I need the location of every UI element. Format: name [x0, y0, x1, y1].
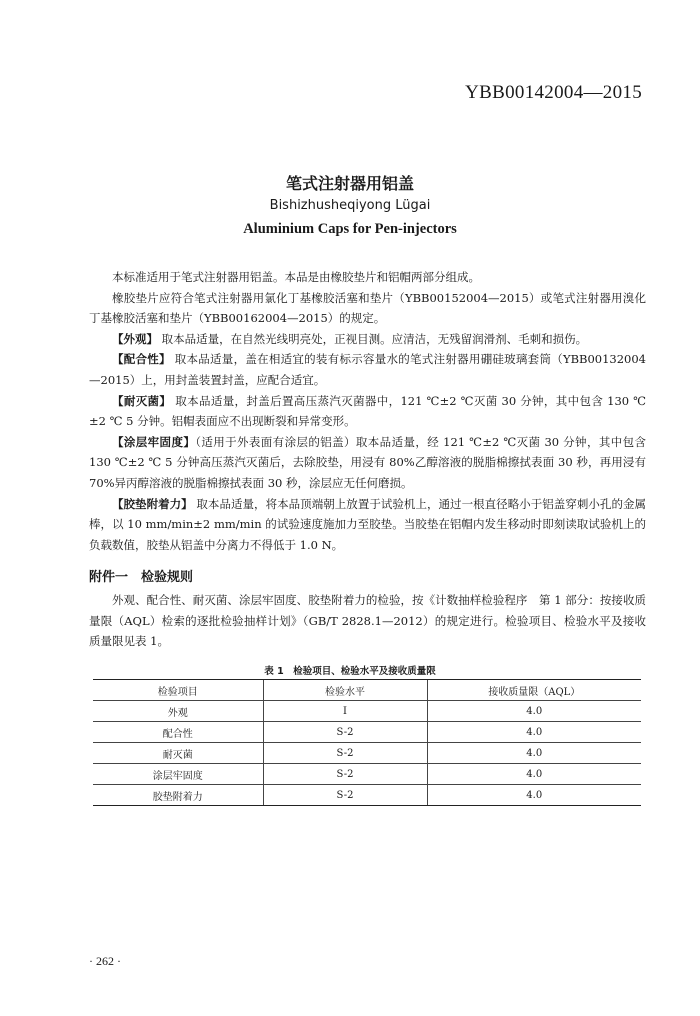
cell-item: 外观: [93, 701, 263, 722]
title-pinyin: Bishizhusheqiyong Lügai: [269, 198, 431, 213]
scope-paragraph: 本标准适用于笔式注射器用铝盖。本品是由橡胶垫片和铝帽两部分组成。: [112, 270, 480, 284]
appearance-text: 取本品适量，在自然光线明亮处，正视目测。应清洁，无残留润滑剂、毛刺和损伤。: [161, 331, 588, 346]
sterilization-text: 取本品适量，封盖后置高压蒸汽灭菌器中，121 ℃±2 ℃灭菌 30 分钟，其中包含 130 ℃±2 ℃ 5 分钟。铝帽表面应不出现断裂和异常变形。: [89, 393, 646, 429]
header-aql: 接收质量限（AQL）: [427, 680, 641, 701]
appendix-title: 附件一 检验规则: [89, 570, 194, 585]
table-row: [93, 743, 641, 764]
cell-level: S-2: [263, 743, 427, 764]
cell-aql: 4.0: [427, 785, 641, 806]
fit-label: 【配合性】: [112, 352, 171, 367]
cell-aql: 4.0: [427, 722, 641, 743]
coating-text: （适用于外表面有涂层的铝盖）取本品适量，经 121 ℃±2 ℃灭菌 30 分钟，其中包含 130 ℃±2 ℃ 5 分钟高压蒸汽灭菌后，去除胶垫，用浸有 80%乙醇溶液的脱脂棉擦拭表面 30 秒，再用浸有 70%异丙醇溶液的脱脂棉擦拭表面 30 秒，涂层应无任何磨损。: [89, 434, 646, 490]
header-inspection-item: 检验项目: [93, 680, 263, 701]
appearance-label: 【外观】: [112, 331, 158, 346]
appendix-body: [89, 590, 646, 652]
cell-item: 耐灭菌: [93, 743, 263, 764]
inspection-table: [93, 679, 641, 806]
appearance-paragraph: [89, 329, 646, 350]
standard-code: YBB00142004—2015: [465, 82, 642, 103]
cell-aql: 4.0: [427, 764, 641, 785]
adhesion-paragraph: [89, 494, 646, 556]
coating-label: 【涂层牢固度】: [112, 434, 196, 449]
cell-item: 涂层牢固度: [93, 764, 263, 785]
table-row: [93, 785, 641, 806]
cell-level: S-2: [263, 764, 427, 785]
header-inspection-level: 检验水平: [263, 680, 427, 701]
table-header-row: [93, 680, 641, 701]
adhesion-text: 取本品适量，将本品顶端朝上放置于试验机上，通过一根直径略小于铝盖穿刺小孔的金属棒，以 10 mm/min±2 mm/min 的试验速度施加力至胶垫。当胶垫在铝帽内发生移动时即刻读取试验机上的负载数值，胶垫从铝盖中分离力不得低于 1.0 N。: [89, 496, 647, 552]
table-row: [93, 722, 641, 743]
fit-paragraph: [89, 349, 646, 390]
cell-level: S-2: [263, 785, 427, 806]
title-english: Aluminium Caps for Pen-injectors: [243, 221, 457, 237]
body-text: [89, 267, 646, 555]
cell-item: 胶垫附着力: [93, 785, 263, 806]
table-row: [93, 701, 641, 722]
fit-text: 取本品适量，盖在相适宜的装有标示容量水的笔式注射器用硼硅玻璃套筒（YBB00132004—2015）上，用封盖装置封盖，应配合适宜。: [89, 352, 646, 387]
title-chinese: 笔式注射器用铝盖: [285, 174, 414, 193]
page-number: · 262 ·: [89, 954, 121, 968]
cell-level: I: [263, 701, 427, 722]
cell-aql: 4.0: [427, 743, 641, 764]
appendix-paragraph: 外观、配合性、耐灭菌、涂层牢固度、胶垫附着力的检验，按《计数抽样检验程序 第 1 部分：按接收质量限（AQL）检索的逐批检验抽样计划》（GB/T 2828.1—2012）的规定进行。检验项目、检验水平及接收质量限见表 1。: [89, 593, 646, 649]
coating-paragraph: [89, 432, 646, 494]
adhesion-label: 【胶垫附着力】: [112, 496, 193, 511]
table-row: [93, 764, 641, 785]
gasket-paragraph: 橡胶垫片应符合笔式注射器用氯化丁基橡胶活塞和垫片（YBB00152004—2015）或笔式注射器用溴化丁基橡胶活塞和垫片（YBB00162004—2015）的规定。: [89, 290, 646, 326]
sterilization-paragraph: [89, 391, 646, 432]
sterilization-label: 【耐灭菌】: [112, 393, 172, 408]
cell-item: 配合性: [93, 722, 263, 743]
cell-aql: 4.0: [427, 701, 641, 722]
table-caption: 表 1 检验项目、检验水平及接收质量限: [264, 666, 436, 677]
cell-level: S-2: [263, 722, 427, 743]
